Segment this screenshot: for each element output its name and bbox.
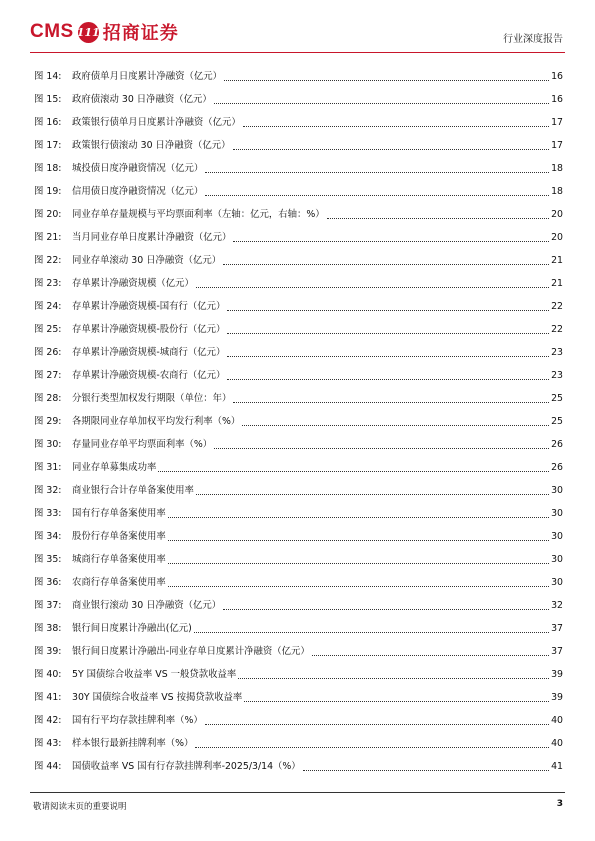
toc-page-number: 40 — [551, 715, 563, 726]
toc-page-number: 30 — [551, 485, 563, 496]
toc-figure-number: 图 44: — [34, 761, 62, 772]
toc-dot-leader — [303, 770, 549, 771]
toc-dot-leader — [233, 402, 549, 403]
toc-dot-leader — [223, 264, 549, 265]
toc-entry[interactable] — [30, 336, 566, 359]
toc-entry[interactable] — [30, 543, 566, 566]
toc-figure-title: 存单累计净融资规模-农商行（亿元） — [72, 370, 226, 381]
toc-page-number: 22 — [551, 324, 563, 335]
toc-figure-number: 图 35: — [34, 554, 62, 565]
toc-entry[interactable] — [30, 474, 566, 497]
toc-entry[interactable] — [30, 750, 566, 773]
toc-figure-number: 图 15: — [34, 94, 62, 105]
toc-figure-title: 农商行存单备案使用率 — [72, 577, 166, 588]
toc-page-number: 30 — [551, 554, 563, 565]
toc-dot-leader — [168, 517, 549, 518]
toc-dot-leader — [242, 425, 549, 426]
toc-figure-number: 图 14: — [34, 71, 62, 82]
header-divider — [30, 52, 565, 53]
toc-figure-title: 存单累计净融资规模-国有行（亿元） — [72, 301, 226, 312]
toc-dot-leader — [168, 540, 549, 541]
toc-entry[interactable] — [30, 267, 566, 290]
toc-dot-leader — [205, 724, 549, 725]
toc-figure-number: 图 39: — [34, 646, 62, 657]
toc-figure-title: 商业银行滚动 30 日净融资（亿元） — [72, 600, 222, 611]
toc-figure-title: 存单累计净融资规模-股份行（亿元） — [72, 324, 226, 335]
toc-figure-title: 政府债单月日度累计净融资（亿元） — [72, 71, 223, 82]
toc-page-number: 16 — [551, 71, 563, 82]
toc-dot-leader — [233, 241, 549, 242]
toc-page-number: 18 — [551, 163, 563, 174]
toc-figure-title: 分银行类型加权发行期限（单位：年） — [72, 393, 232, 404]
toc-page-number: 30 — [551, 508, 563, 519]
toc-figure-number: 图 18: — [34, 163, 62, 174]
toc-dot-leader — [243, 126, 549, 127]
toc-figure-title: 城商行存单备案使用率 — [72, 554, 166, 565]
toc-figure-title: 政策银行债单月日度累计净融资（亿元） — [72, 117, 241, 128]
toc-entry[interactable] — [30, 382, 566, 405]
report-type: 行业深度报告 — [503, 34, 563, 45]
toc-figure-title: 存单累计净融资规模-城商行（亿元） — [72, 347, 226, 358]
toc-figure-title: 政策银行债滚动 30 日净融资（亿元） — [72, 140, 231, 151]
toc-figure-title: 国有行存单备案使用率 — [72, 508, 166, 519]
toc-figure-number: 图 33: — [34, 508, 62, 519]
toc-dot-leader — [194, 632, 549, 633]
toc-entry[interactable] — [30, 497, 566, 520]
toc-entry[interactable] — [30, 83, 566, 106]
toc-figure-number: 图 24: — [34, 301, 62, 312]
logo-mark-text: 111 — [76, 25, 100, 39]
toc-figure-number: 图 19: — [34, 186, 62, 197]
toc-figure-title: 30Y 国债综合收益率 VS 按揭贷款收益率 — [72, 692, 243, 703]
toc-dot-leader — [196, 494, 549, 495]
page-number: 3 — [556, 799, 563, 809]
toc-figure-number: 图 28: — [34, 393, 62, 404]
toc-figure-title: 各期限同业存单加权平均发行利率（%） — [72, 416, 241, 427]
toc-figure-number: 图 21: — [34, 232, 62, 243]
toc-figure-title: 股份行存单备案使用率 — [72, 531, 166, 542]
toc-entry[interactable] — [30, 635, 566, 658]
toc-dot-leader — [196, 287, 549, 288]
toc-entry[interactable] — [30, 152, 566, 175]
logo-mark-icon — [78, 22, 99, 43]
toc-dot-leader — [195, 747, 549, 748]
toc-dot-leader — [244, 701, 549, 702]
toc-dot-leader — [168, 563, 549, 564]
toc-dot-leader — [158, 471, 549, 472]
toc-dot-leader — [227, 379, 549, 380]
toc-figure-number: 图 34: — [34, 531, 62, 542]
toc-figure-number: 图 29: — [34, 416, 62, 427]
toc-page-number: 26 — [551, 462, 563, 473]
toc-dot-leader — [168, 586, 549, 587]
toc-figure-number: 图 22: — [34, 255, 62, 266]
toc-page-number: 18 — [551, 186, 563, 197]
toc-dot-leader — [233, 149, 550, 150]
toc-entry[interactable] — [30, 681, 566, 704]
toc-dot-leader — [327, 218, 549, 219]
toc-entry[interactable] — [30, 175, 566, 198]
toc-dot-leader — [214, 448, 549, 449]
footer-divider — [30, 792, 565, 793]
toc-dot-leader — [223, 609, 549, 610]
toc-page-number: 21 — [551, 255, 563, 266]
toc-entry[interactable] — [30, 221, 566, 244]
toc-figure-number: 图 38: — [34, 623, 62, 634]
toc-figure-title: 商业银行合计存单备案使用率 — [72, 485, 194, 496]
toc-figure-title: 城投债日度净融资情况（亿元） — [72, 163, 204, 174]
toc-entry[interactable] — [30, 520, 566, 543]
toc-entry[interactable] — [30, 198, 566, 221]
toc-figure-number: 图 26: — [34, 347, 62, 358]
company-name: 招商证券 — [102, 23, 179, 44]
toc-page-number: 17 — [551, 140, 563, 151]
toc-figure-number: 图 43: — [34, 738, 62, 749]
toc-page-number: 30 — [551, 577, 563, 588]
toc-figure-title: 同业存单募集成功率 — [72, 462, 157, 473]
toc-figure-number: 图 27: — [34, 370, 62, 381]
toc-entry[interactable] — [30, 244, 566, 267]
toc-entry[interactable] — [30, 405, 566, 428]
toc-figure-number: 图 31: — [34, 462, 62, 473]
toc-figure-number: 图 32: — [34, 485, 62, 496]
toc-figure-number: 图 25: — [34, 324, 62, 335]
toc-dot-leader — [227, 356, 549, 357]
toc-figure-title: 5Y 国债综合收益率 VS 一般贷款收益率 — [72, 669, 237, 680]
toc-page-number: 40 — [551, 738, 563, 749]
toc-page-number: 20 — [551, 209, 563, 220]
toc-page-number: 37 — [551, 623, 563, 634]
toc-page-number: 23 — [551, 370, 563, 381]
toc-entry[interactable] — [30, 290, 566, 313]
toc-entry[interactable] — [30, 566, 566, 589]
toc-figure-number: 图 37: — [34, 600, 62, 611]
toc-entry[interactable] — [30, 428, 566, 451]
toc-figure-number: 图 42: — [34, 715, 62, 726]
toc-figure-title: 同业存单存量规模与平均票面利率（左轴：亿元，右轴：%） — [72, 209, 325, 220]
toc-page-number: 17 — [551, 117, 563, 128]
toc-page-number: 23 — [551, 347, 563, 358]
toc-figure-title: 存量同业存单平均票面利率（%） — [72, 439, 213, 450]
toc-figure-title: 国债收益率 VS 国有行存款挂牌利率-2025/3/14（%） — [72, 761, 301, 772]
toc-figure-number: 图 23: — [34, 278, 62, 289]
toc-dot-leader — [238, 678, 549, 679]
toc-entry[interactable] — [30, 658, 566, 681]
toc-figure-title: 银行间日度累计净融出-同业存单日度累计净融资（亿元） — [72, 646, 310, 657]
toc-page-number: 16 — [551, 94, 563, 105]
toc-page-number: 37 — [551, 646, 563, 657]
toc-page-number: 39 — [551, 669, 563, 680]
page-header — [30, 14, 565, 52]
toc-figure-title: 国有行平均存款挂牌利率（%） — [72, 715, 203, 726]
toc-figure-title: 信用债日度净融资情况（亿元） — [72, 186, 204, 197]
toc-figure-title: 政府债滚动 30 日净融资（亿元） — [72, 94, 212, 105]
toc-figure-title: 同业存单滚动 30 日净融资（亿元） — [72, 255, 222, 266]
toc-page-number: 41 — [551, 761, 563, 772]
toc-figure-number: 图 17: — [34, 140, 62, 151]
toc-entry[interactable] — [30, 60, 566, 83]
toc-entry[interactable] — [30, 129, 566, 152]
toc-figure-number: 图 41: — [34, 692, 62, 703]
toc-entry[interactable] — [30, 359, 566, 382]
logo-text: CMS — [30, 21, 74, 42]
toc-figure-title: 银行间日度累计净融出(亿元) — [72, 623, 192, 634]
toc-entry[interactable] — [30, 589, 566, 612]
toc-entry[interactable] — [30, 106, 566, 129]
toc-page-number: 39 — [551, 692, 563, 703]
toc-dot-leader — [224, 80, 549, 81]
toc-dot-leader — [312, 655, 549, 656]
toc-dot-leader — [205, 195, 549, 196]
toc-entry[interactable] — [30, 704, 566, 727]
toc-dot-leader — [214, 103, 549, 104]
figure-list — [30, 60, 566, 773]
toc-entry[interactable] — [30, 612, 566, 635]
toc-figure-number: 图 30: — [34, 439, 62, 450]
toc-figure-number: 图 16: — [34, 117, 62, 128]
toc-page-number: 22 — [551, 301, 563, 312]
toc-figure-title: 样本银行最新挂牌利率（%） — [72, 738, 194, 749]
toc-page-number: 25 — [551, 416, 563, 427]
toc-entry[interactable] — [30, 727, 566, 750]
toc-figure-title: 当月同业存单日度累计净融资（亿元） — [72, 232, 232, 243]
toc-page-number: 30 — [551, 531, 563, 542]
toc-entry[interactable] — [30, 313, 566, 336]
toc-figure-number: 图 20: — [34, 209, 62, 220]
toc-figure-number: 图 36: — [34, 577, 62, 588]
toc-dot-leader — [227, 310, 549, 311]
company-logo — [30, 20, 179, 44]
toc-dot-leader — [205, 172, 549, 173]
toc-page-number: 21 — [551, 278, 563, 289]
toc-page-number: 26 — [551, 439, 563, 450]
toc-page-number: 25 — [551, 393, 563, 404]
toc-entry[interactable] — [30, 451, 566, 474]
toc-figure-title: 存单累计净融资规模（亿元） — [72, 278, 194, 289]
footer-disclaimer: 敬请阅读末页的重要说明 — [33, 802, 127, 812]
toc-page-number: 20 — [551, 232, 563, 243]
toc-page-number: 32 — [551, 600, 563, 611]
toc-dot-leader — [227, 333, 549, 334]
toc-figure-number: 图 40: — [34, 669, 62, 680]
